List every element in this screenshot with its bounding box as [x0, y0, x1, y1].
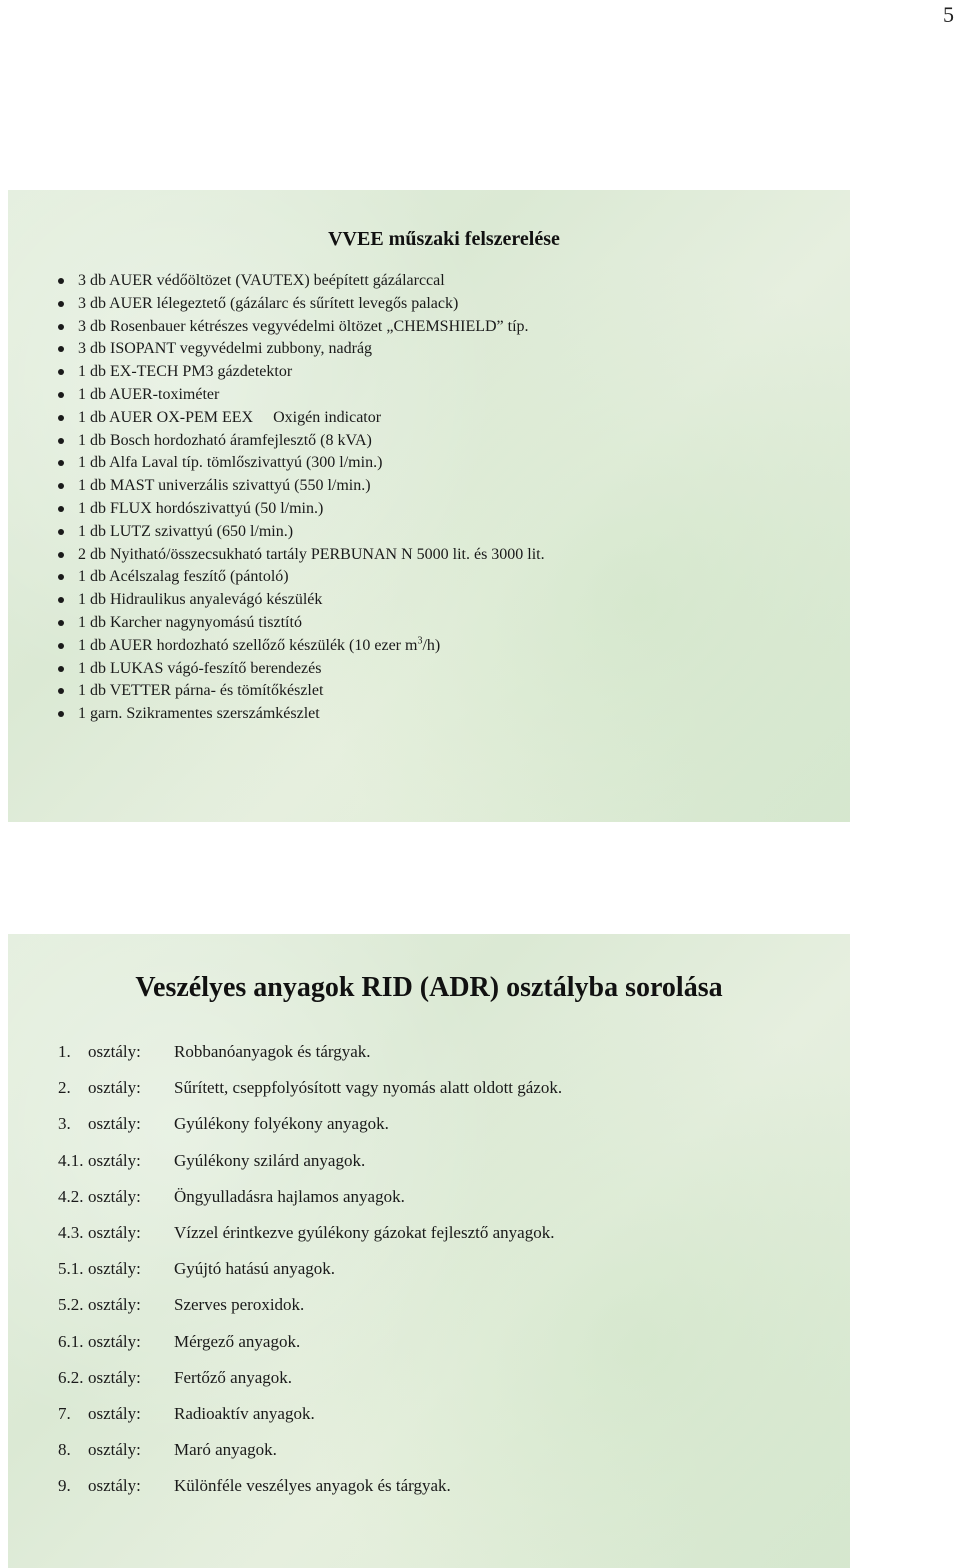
class-number: 6.2. [58, 1367, 84, 1387]
bullet-icon [58, 301, 64, 307]
table-row [58, 1287, 562, 1323]
bullet-icon [58, 574, 64, 580]
list-item: 1 db Bosch hordozható áramfejlesztő (8 kVA) [58, 430, 545, 453]
table-row [58, 1143, 562, 1179]
class-number: 4.1. [58, 1150, 84, 1170]
list-item: 1 db LUKAS vágó-feszítő berendezés [58, 658, 545, 681]
class-description: Gyúlékony szilárd anyagok. [174, 1150, 366, 1170]
list-item: 1 db Hidraulikus anyalevágó készülék [58, 589, 545, 612]
class-number: 8. [58, 1440, 71, 1460]
list-item: 1 db Karcher nagynyomású tisztító [58, 612, 545, 635]
class-label: osztály: [88, 1259, 141, 1279]
bullet-icon [58, 415, 64, 421]
list-item: 1 db EX-TECH PM3 gázdetektor [58, 361, 545, 384]
class-label: osztály: [88, 1150, 141, 1170]
class-number: 4.2. [58, 1186, 84, 1206]
page-number: 5 [943, 2, 954, 27]
class-description: Maró anyagok. [174, 1440, 277, 1460]
bullet-icon [58, 506, 64, 512]
class-label: osztály: [88, 1078, 141, 1098]
list-item: 1 db LUTZ szivattyú (650 l/min.) [58, 521, 545, 544]
class-label: osztály: [88, 1331, 141, 1351]
class-description: Öngyulladásra hajlamos anyagok. [174, 1186, 405, 1206]
bullet-icon [58, 324, 64, 330]
list-item: 1 db Alfa Laval típ. tömlőszivattyú (300 l/min.) [58, 452, 545, 475]
class-description: Szerves peroxidok. [174, 1295, 305, 1315]
bullet-icon [58, 460, 64, 466]
list-item: 1 garn. Szikramentes szerszámkészlet [58, 703, 545, 726]
bullet-icon [58, 278, 64, 284]
table-row [58, 1070, 562, 1106]
bullet-icon [58, 369, 64, 375]
bullet-icon [58, 529, 64, 535]
class-label: osztály: [88, 1295, 141, 1315]
bullet-icon [58, 597, 64, 603]
list-item: 1 db MAST univerzális szivattyú (550 l/min.) [58, 475, 545, 498]
list-item: 1 db FLUX hordószivattyú (50 l/min.) [58, 498, 545, 521]
class-label: osztály: [88, 1440, 141, 1460]
list-item: 1 db AUER hordozható szellőző készülék (10 ezer $m^3/h$) [58, 635, 545, 658]
table-row [58, 1179, 562, 1215]
class-description: Radioaktív anyagok. [174, 1403, 315, 1423]
list-item: 3 db ISOPANT vegyvédelmi zubbony, nadrág [58, 338, 545, 361]
bullet-icon [58, 666, 64, 672]
bullet-icon [58, 643, 64, 649]
bullet-icon [58, 438, 64, 444]
bullet-icon [58, 711, 64, 717]
class-description: Gyúlékony folyékony anyagok. [174, 1114, 389, 1134]
bullet-icon [58, 688, 64, 694]
bullet-icon [58, 620, 64, 626]
slide-equipment [8, 190, 850, 822]
list-item: 1 db AUER-toximéter [58, 384, 545, 407]
bullet-icon [58, 483, 64, 489]
table-row [58, 1324, 562, 1360]
class-number: 6.1. [58, 1331, 84, 1351]
class-number: 5.1. [58, 1259, 84, 1279]
slide-hazard-classes [8, 934, 850, 1568]
table-row [58, 1468, 562, 1504]
bullet-icon [58, 392, 64, 398]
list-item: 3 db AUER lélegeztető (gázálarc és sűrített levegős palack) [58, 293, 545, 316]
table-row [58, 1396, 562, 1432]
class-number: 4.3. [58, 1223, 84, 1243]
list-item: 2 db Nyitható/összecsukható tartály PERBUNAN N 5000 lit. és 3000 lit. [58, 544, 545, 567]
class-description: Robbanóanyagok és tárgyak. [174, 1042, 371, 1062]
table-row [58, 1106, 562, 1142]
class-description: Különféle veszélyes anyagok és tárgyak. [174, 1476, 451, 1496]
list-item: 3 db AUER védőöltözet (VAUTEX) beépített gázálarccal [58, 270, 545, 293]
class-number: 3. [58, 1114, 71, 1134]
slide-title: VVEE műszaki felszerelése [328, 228, 560, 250]
class-number: 2. [58, 1078, 71, 1098]
class-number: 5.2. [58, 1295, 84, 1315]
class-label: osztály: [88, 1476, 141, 1496]
table-row [58, 1360, 562, 1396]
list-item: 1 db Acélszalag feszítő (pántoló) [58, 566, 545, 589]
class-number: 1. [58, 1042, 71, 1062]
class-label: osztály: [88, 1186, 141, 1206]
class-number: 9. [58, 1476, 71, 1496]
class-label: osztály: [88, 1367, 141, 1387]
superscript: 3 [417, 635, 423, 647]
class-description: Sűrített, cseppfolyósított vagy nyomás alatt oldott gázok. [174, 1078, 563, 1098]
class-description: Vízzel érintkezve gyúlékony gázokat fejlesztő anyagok. [174, 1223, 555, 1243]
class-label: osztály: [88, 1223, 141, 1243]
equipment-list [58, 270, 545, 726]
table-row [58, 1251, 562, 1287]
table-row [58, 1034, 562, 1070]
list-item: 1 db VETTER párna- és tömítőkészlet [58, 680, 545, 703]
class-label: osztály: [88, 1114, 141, 1134]
class-label: osztály: [88, 1042, 141, 1062]
class-number: 7. [58, 1403, 71, 1423]
class-label: osztály: [88, 1403, 141, 1423]
class-description: Gyújtó hatású anyagok. [174, 1259, 335, 1279]
table-row [58, 1215, 562, 1251]
slide-title: Veszélyes anyagok RID (ADR) osztályba sorolása [135, 972, 723, 1003]
list-item: 3 db Rosenbauer kétrészes vegyvédelmi öltözet „CHEMSHIELD” típ. [58, 316, 545, 339]
class-description: Mérgező anyagok. [174, 1331, 301, 1351]
class-table [58, 1034, 562, 1504]
bullet-icon [58, 552, 64, 558]
list-item: 1 db AUER OX-PEM EEX Oxigén indicator [58, 407, 545, 430]
class-description: Fertőző anyagok. [174, 1367, 293, 1387]
table-row [58, 1432, 562, 1468]
bullet-icon [58, 346, 64, 352]
